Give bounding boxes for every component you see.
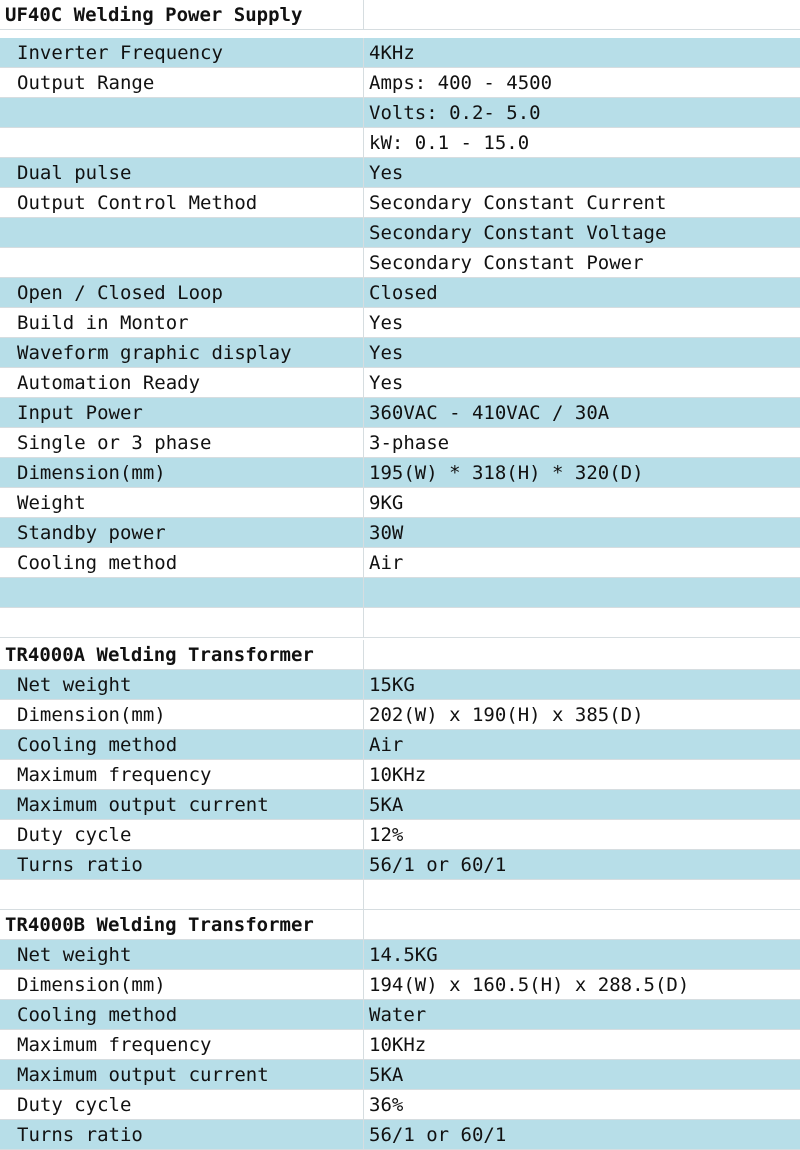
table-row	[0, 218, 800, 248]
spec-value: 202(W) x 190(H) x 385(D)	[369, 704, 644, 726]
table-row	[0, 940, 800, 970]
table-row	[0, 128, 800, 158]
spec-label: Output Range	[0, 68, 364, 97]
table-row	[0, 880, 800, 910]
spec-label: Weight	[0, 488, 364, 517]
spec-value: 15KG	[369, 674, 415, 696]
spec-label	[0, 248, 364, 277]
spec-label: Single or 3 phase	[0, 428, 364, 457]
spec-label: Cooling method	[0, 548, 364, 577]
spec-label: Build in Montor	[0, 308, 364, 337]
table-row	[0, 670, 800, 700]
spec-value: Volts: 0.2- 5.0	[369, 102, 541, 124]
spec-label: Maximum output current	[0, 1060, 364, 1089]
spec-label: Waveform graphic display	[0, 338, 364, 367]
table-row	[0, 1030, 800, 1060]
spec-value: 360VAC - 410VAC / 30A	[369, 402, 610, 424]
section-title-row	[0, 640, 800, 670]
spec-value: Yes	[369, 342, 404, 364]
table-row	[0, 1000, 800, 1030]
spec-label: Duty cycle	[0, 1090, 364, 1119]
table-row	[0, 1120, 800, 1150]
table-row	[0, 488, 800, 518]
spec-label: Cooling method	[0, 730, 364, 759]
table-row	[0, 970, 800, 1000]
table-row	[0, 1060, 800, 1090]
spec-value: 36%	[369, 1094, 404, 1116]
spec-value: Air	[369, 734, 404, 756]
section-title-value-cell	[364, 640, 800, 669]
table-row	[0, 458, 800, 488]
spec-value: Yes	[369, 162, 404, 184]
spec-label	[0, 608, 364, 637]
spec-value: 3-phase	[369, 432, 450, 454]
section-title: UF40C Welding Power Supply	[0, 0, 364, 29]
table-row	[0, 98, 800, 128]
spec-value: 10KHz	[369, 1034, 427, 1056]
section-title: TR4000B Welding Transformer	[0, 910, 364, 939]
table-row	[0, 1090, 800, 1120]
table-row	[0, 428, 800, 458]
spec-value: Yes	[369, 312, 404, 334]
spec-label: Output Control Method	[0, 188, 364, 217]
table-row	[0, 248, 800, 278]
section-title-value-cell	[364, 0, 800, 29]
spec-value: Secondary Constant Power	[369, 252, 644, 274]
spec-value: 56/1 or 60/1	[369, 1124, 507, 1146]
spec-value: 194(W) x 160.5(H) x 288.5(D)	[369, 974, 690, 996]
table-row	[0, 700, 800, 730]
spec-label	[0, 578, 364, 607]
table-row	[0, 68, 800, 98]
table-row	[0, 368, 800, 398]
spec-value: Amps: 400 - 4500	[369, 72, 553, 94]
spec-label: Maximum output current	[0, 790, 364, 819]
spec-label: Turns ratio	[0, 850, 364, 879]
spec-value: 4KHz	[369, 42, 415, 64]
table-row	[0, 188, 800, 218]
spec-value: Secondary Constant Voltage	[369, 222, 667, 244]
spec-label	[0, 128, 364, 157]
spec-label: Duty cycle	[0, 820, 364, 849]
table-row	[0, 548, 800, 578]
spec-value: 14.5KG	[369, 944, 438, 966]
spec-value: 5KA	[369, 794, 404, 816]
spec-value: 12%	[369, 824, 404, 846]
spec-value: 195(W) * 318(H) * 320(D)	[369, 462, 644, 484]
spec-value: Air	[369, 552, 404, 574]
table-row	[0, 730, 800, 760]
table-row	[0, 608, 800, 638]
spec-value: 56/1 or 60/1	[369, 854, 507, 876]
spec-label: Standby power	[0, 518, 364, 547]
spec-label: Turns ratio	[0, 1120, 364, 1149]
spec-label: Dimension(mm)	[0, 970, 364, 999]
spec-label: Maximum frequency	[0, 760, 364, 789]
spec-label	[0, 880, 364, 909]
spec-value: 10KHz	[369, 764, 427, 786]
table-row	[0, 158, 800, 188]
spec-value: kW: 0.1 - 15.0	[369, 132, 530, 154]
spec-value: Closed	[369, 282, 438, 304]
table-row	[0, 790, 800, 820]
spec-value: 9KG	[369, 492, 404, 514]
section-title-value-cell	[364, 910, 800, 939]
spec-label: Dimension(mm)	[0, 458, 364, 487]
spec-label: Net weight	[0, 940, 364, 969]
spec-value: Yes	[369, 372, 404, 394]
spec-label: Open / Closed Loop	[0, 278, 364, 307]
spec-label: Cooling method	[0, 1000, 364, 1029]
section-title-row	[0, 910, 800, 940]
spec-label: Dimension(mm)	[0, 700, 364, 729]
spec-label	[0, 98, 364, 127]
spec-label: Input Power	[0, 398, 364, 427]
spec-label	[0, 218, 364, 247]
table-row	[0, 398, 800, 428]
table-row	[0, 338, 800, 368]
spec-value: 5KA	[369, 1064, 404, 1086]
spec-value	[364, 608, 800, 637]
spec-label: Maximum frequency	[0, 1030, 364, 1059]
spec-value	[364, 578, 800, 607]
section-title-row	[0, 0, 800, 30]
table-row	[0, 578, 800, 608]
table-row	[0, 760, 800, 790]
spec-value: Water	[369, 1004, 427, 1026]
spec-label: Automation Ready	[0, 368, 364, 397]
table-row	[0, 38, 800, 68]
spec-value: Secondary Constant Current	[369, 192, 667, 214]
spec-label: Inverter Frequency	[0, 38, 364, 67]
spec-value	[364, 880, 800, 909]
table-row	[0, 518, 800, 548]
section-title: TR4000A Welding Transformer	[0, 640, 364, 669]
spec-label: Net weight	[0, 670, 364, 699]
spec-value: 30W	[369, 522, 404, 544]
spec-label: Dual pulse	[0, 158, 364, 187]
table-row	[0, 820, 800, 850]
table-row	[0, 278, 800, 308]
table-row	[0, 850, 800, 880]
table-row	[0, 308, 800, 338]
